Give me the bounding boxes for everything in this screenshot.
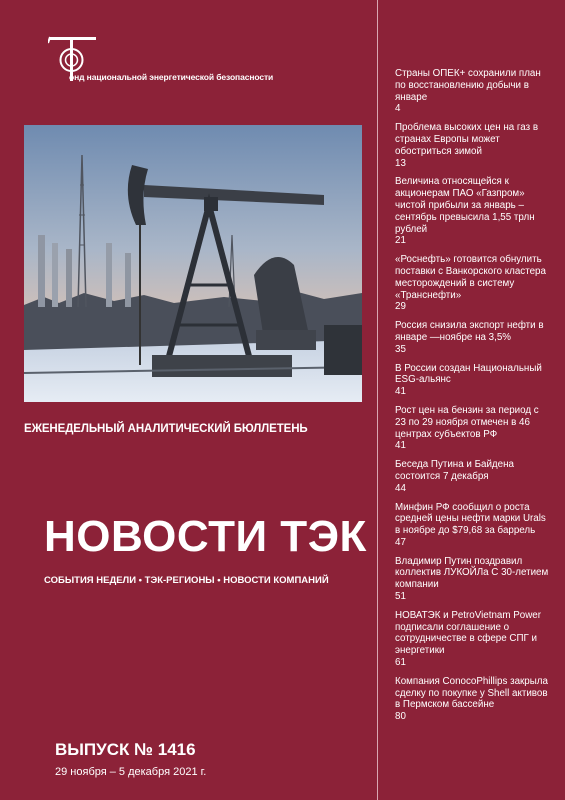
column-divider bbox=[377, 0, 378, 800]
toc-item-title: В России создан Национальный ESG-альянс bbox=[395, 362, 542, 386]
toc-item-title: Величина относящейся к акционерам ПАО «Газпром» чистой прибыли за январь – сентябрь превысила 1,55 трлн рублей bbox=[395, 176, 535, 235]
toc-item-title: «Роснефть» готовится обнулить поставки с Ванкорского кластера месторождений в систему «Транснефти» bbox=[395, 254, 546, 301]
toc-item[interactable] bbox=[395, 122, 550, 169]
toc-item-title: НОВАТЭК и PetroVietnam Power подписали соглашение о сотрудничестве в сфере СПГ и энергетики bbox=[395, 609, 541, 657]
toc-item[interactable] bbox=[395, 68, 550, 115]
toc-item-page: 44 bbox=[395, 482, 406, 494]
toc-item-page: 13 bbox=[395, 157, 406, 169]
toc-item[interactable] bbox=[395, 676, 550, 723]
toc-item-page: 29 bbox=[395, 301, 406, 313]
table-of-contents bbox=[395, 68, 550, 730]
oil-pump-photo bbox=[24, 125, 362, 402]
toc-item-page: 4 bbox=[395, 103, 401, 115]
toc-item-title: Россия снизила экспорт нефти в январе —ноябре на 3,5% bbox=[395, 320, 544, 343]
bulletin-subtitle: ЕЖЕНЕДЕЛЬНЫЙ АНАЛИТИЧЕСКИЙ БЮЛЛЕТЕНЬ bbox=[24, 423, 308, 435]
toc-item-page: 21 bbox=[395, 235, 406, 247]
toc-item-title: Рост цен на бензин за период с 23 по 29 ноября отмечен в 46 центрах субъектов РФ bbox=[395, 404, 539, 440]
toc-item-page: 51 bbox=[395, 591, 406, 603]
toc-item[interactable] bbox=[395, 556, 550, 603]
fund-name: онд национальной энергетической безопасности bbox=[69, 72, 274, 82]
rubrics-line: СОБЫТИЯ НЕДЕЛИ • ТЭК-РЕГИОНЫ • НОВОСТИ КОМПАНИЙ bbox=[44, 575, 329, 586]
toc-item-title: Минфин РФ сообщил о роста средней цены нефти марки Urals в ноябре до $79,68 за баррель bbox=[395, 501, 546, 537]
toc-item-title: Компания ConocoPhillips закрыла сделку по покупке у Shell активов в Пермском бассейне bbox=[395, 675, 548, 711]
toc-item-title: Беседа Путина и Байдена состоится 7 декабря bbox=[395, 459, 514, 482]
toc-item[interactable] bbox=[395, 176, 550, 247]
toc-item[interactable] bbox=[395, 254, 550, 313]
toc-item[interactable] bbox=[395, 405, 550, 452]
toc-item[interactable] bbox=[395, 363, 550, 398]
toc-item-page: 41 bbox=[395, 386, 406, 398]
issue-dates: 29 ноября – 5 декабря 2021 г. bbox=[55, 766, 207, 778]
toc-item[interactable] bbox=[395, 502, 550, 549]
toc-item-page: 80 bbox=[395, 711, 406, 723]
toc-item-page: 41 bbox=[395, 440, 406, 452]
publication-title: НОВОСТИ ТЭК bbox=[44, 512, 367, 561]
issue-number: ВЫПУСК № 1416 bbox=[55, 740, 196, 759]
toc-item-title: Страны ОПЕК+ сохранили план по восстановлению добычи в январе bbox=[395, 68, 541, 103]
toc-item[interactable] bbox=[395, 610, 550, 669]
toc-item-page: 61 bbox=[395, 657, 406, 669]
toc-item-page: 47 bbox=[395, 536, 406, 548]
toc-item[interactable] bbox=[395, 459, 550, 494]
toc-item-page: 35 bbox=[395, 343, 406, 355]
toc-item-title: Проблема высоких цен на газ в странах Европы может обостриться зимой bbox=[395, 122, 539, 157]
toc-item-title: Владимир Путин поздравил коллектив ЛУКОЙЛа С 30-летием компании bbox=[395, 555, 549, 591]
toc-item[interactable] bbox=[395, 320, 550, 355]
